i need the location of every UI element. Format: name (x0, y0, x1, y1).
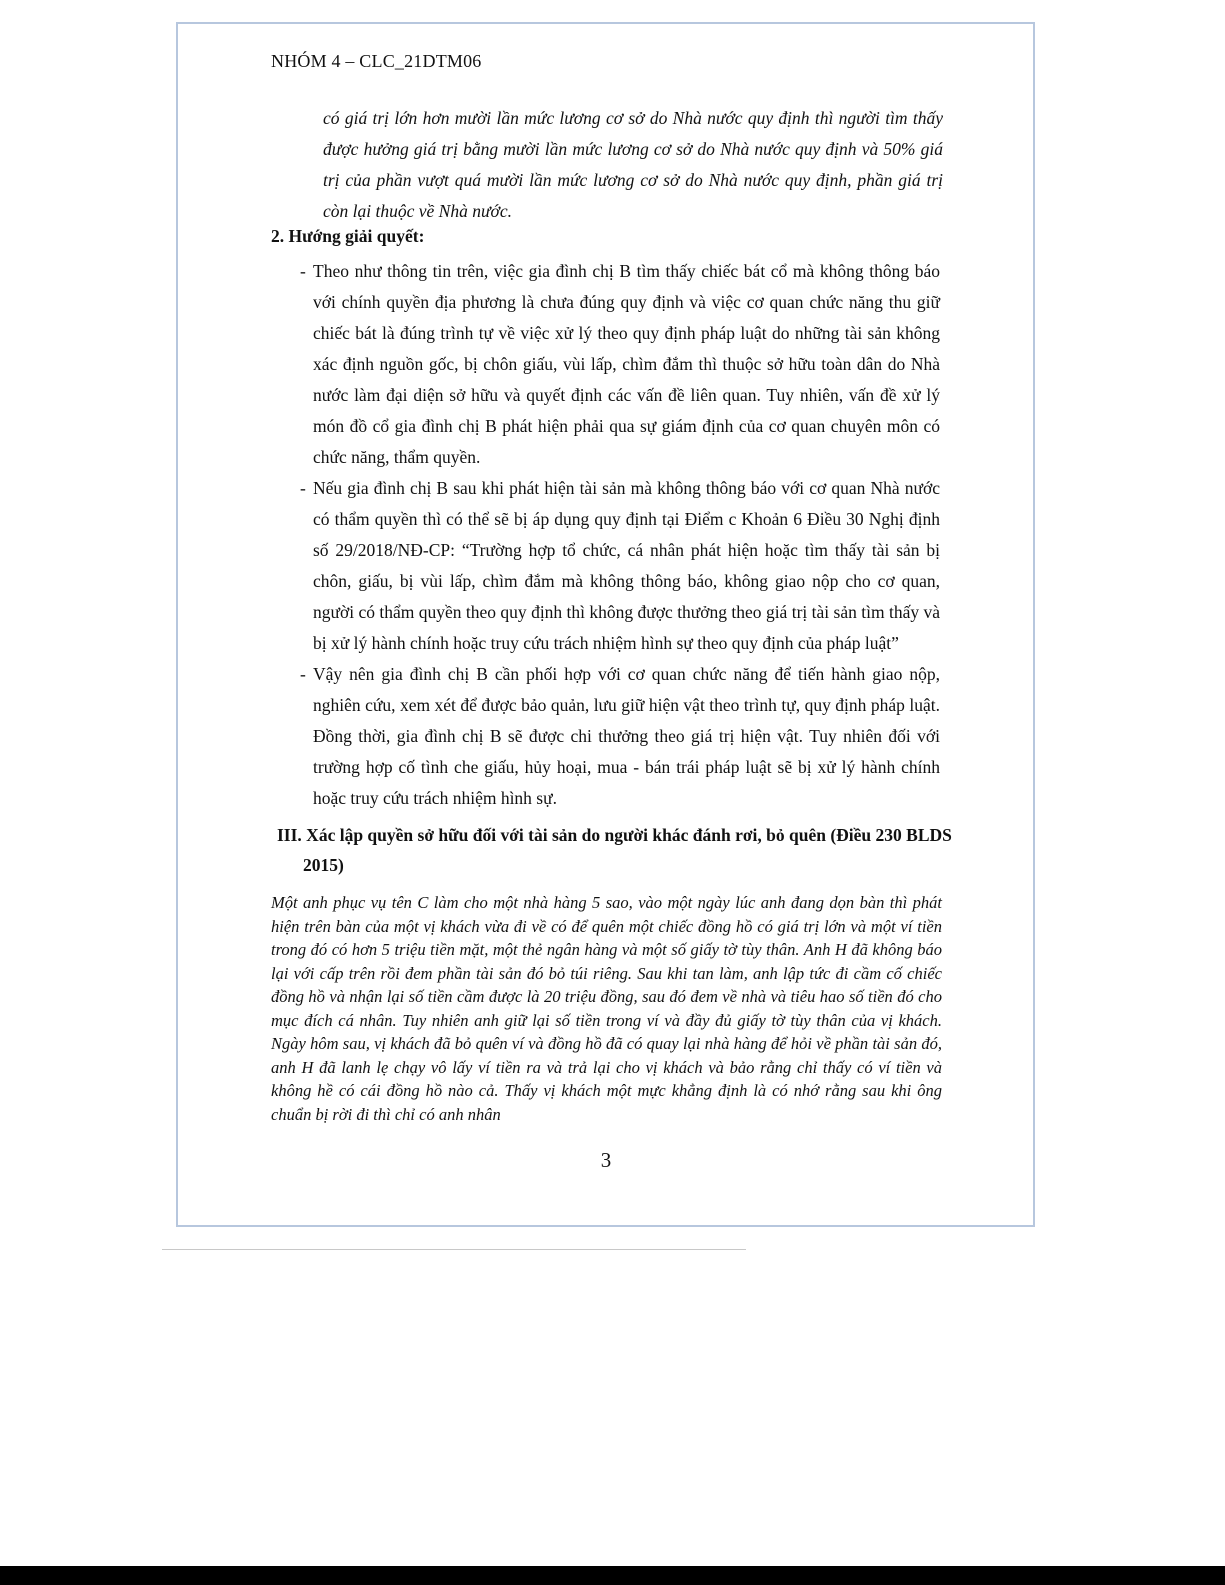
list-item (300, 659, 940, 814)
resolution-list (300, 256, 940, 814)
bullet-dash: - (300, 478, 306, 498)
quote-text: có giá trị lớn hơn mười lần mức lương cơ sở do Nhà nước quy định thì người tìm thấy được hưởng giá trị bằng mười lần mức lương cơ sở do Nhà nước quy định và 50% giá trị của phần vượt quá mười lần mức lương cơ sở do Nhà nước quy định, phần giá trị còn lại thuộc về Nhà nước. (323, 108, 943, 221)
section-heading-ownership: III. Xác lập quyền sở hữu đối với tài sản do người khác đánh rơi, bỏ quên (Điều 230 BLDS 2015) (277, 825, 952, 875)
bullet-dash: - (300, 664, 306, 684)
list-item-text: Nếu gia đình chị B sau khi phát hiện tài sản mà không thông báo với cơ quan Nhà nước có thẩm quyền thì có thể sẽ bị áp dụng quy định tại Điểm c Khoản 6 Điều 30 Nghị định số 29/2018/NĐ-CP: “Trường hợp tổ chức, cá nhân phát hiện hoặc tìm thấy tài sản bị chôn, giấu, bị vùi lấp, chìm đắm mà không thông báo, không giao nộp cho cơ quan, người có thẩm quyền theo quy định thì không được thưởng theo giá trị tài sản tìm thấy và bị xử lý hành chính hoặc truy cứu trách nhiệm hình sự theo quy định của pháp luật” (313, 478, 940, 653)
page-separator (162, 1249, 746, 1250)
list-item-text: Vậy nên gia đình chị B cần phối hợp với cơ quan chức năng để tiến hành giao nộp, nghiên cứu, xem xét để được bảo quản, lưu giữ hiện vật theo trình tự, quy định pháp luật. Đồng thời, gia đình chị B sẽ được chi thưởng theo giá trị hiện vật. Tuy nhiên đối với trường hợp cố tình che giấu, hủy hoại, mua - bán trái pháp luật sẽ bị xử lý hành chính hoặc truy cứu trách nhiệm hình sự. (313, 664, 940, 808)
section-heading-resolution: 2. Hướng giải quyết: (271, 226, 425, 246)
page-header: NHÓM 4 – CLC_21DTM06 (271, 51, 482, 71)
list-item-text: Theo như thông tin trên, việc gia đình chị B tìm thấy chiếc bát cổ mà không thông báo với chính quyền địa phương là chưa đúng quy định và việc cơ quan chức năng thu giữ chiếc bát là đúng trình tự về việc xử lý theo quy định pháp luật do những tài sản không xác định nguồn gốc, bị chôn giấu, vùi lấp, chìm đắm thì thuộc sở hữu toàn dân do Nhà nước làm đại diện sở hữu và quyết định các vấn đề liên quan. Tuy nhiên, vấn đề xử lý món đồ cổ gia đình chị B phát hiện phải qua sự giám định của cơ quan chuyên môn có chức năng, thẩm quyền. (313, 261, 940, 467)
quoted-regulation (323, 103, 943, 227)
list-item (300, 473, 940, 659)
list-item (300, 256, 940, 473)
bullet-dash: - (300, 261, 306, 281)
case-study-paragraph: Một anh phục vụ tên C làm cho một nhà hàng 5 sao, vào một ngày lúc anh đang dọn bàn thì phát hiện trên bàn của một vị khách vừa đi về có để quên một chiếc đồng hồ có giá trị lớn và một ví tiền trong đó có hơn 5 triệu tiền mặt, một thẻ ngân hàng và một số giấy tờ tùy thân. Anh H đã không báo lại với cấp trên rồi đem phần tài sản đó bỏ túi riêng. Sau khi tan làm, anh lập tức đi cầm cố chiếc đồng hồ và nhận lại số tiền cầm được là 20 triệu đồng, sau đó đem về nhà và tiêu hao số tiền đó cho mục đích cá nhân. Tuy nhiên anh giữ lại số tiền trong ví và đầy đủ giấy tờ tùy thân của vị khách. Ngày hôm sau, vị khách đã bỏ quên ví và đồng hồ đã có quay lại nhà hàng để hỏi về phần tài sản đó, anh H đã lanh lẹ chạy vô lấy ví tiền ra và trả lại cho vị khách và bảo rằng chỉ thấy có ví tiền và không hề có cái đồng hồ nào cả. Thấy vị khách một mực khẳng định là có nhớ rằng sau khi ông chuẩn bị rời đi thì chỉ có anh nhân (271, 893, 942, 1124)
bottom-edge-bar (0, 1566, 1225, 1585)
page-number: 3 (600, 1148, 612, 1172)
